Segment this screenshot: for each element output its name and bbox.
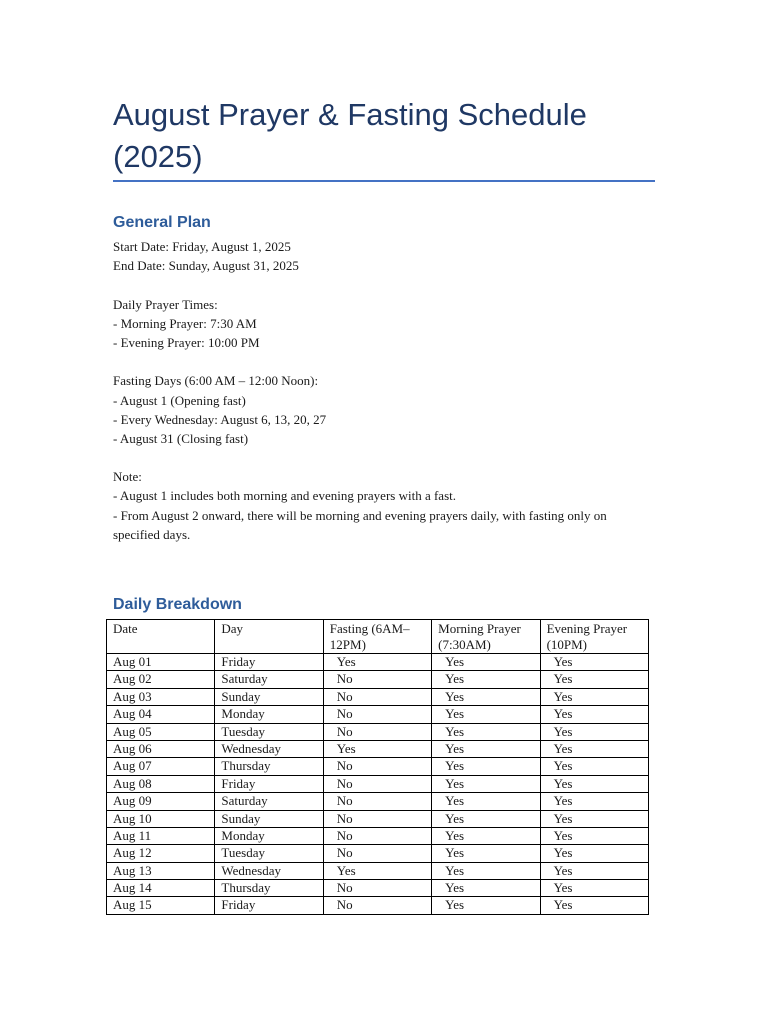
daily-breakdown-table	[106, 619, 649, 915]
note-1: - August 1 includes both morning and evening prayers with a fast.	[113, 488, 456, 504]
table-row	[107, 827, 649, 844]
evening-prayer-cell: Yes	[540, 706, 648, 723]
evening-prayer-cell: Yes	[540, 897, 648, 914]
date-cell: Aug 11	[107, 827, 215, 844]
morning-prayer-cell: Yes	[432, 775, 540, 792]
morning-prayer-cell: Yes	[432, 810, 540, 827]
evening-prayer-cell: Yes	[540, 671, 648, 688]
fasting-cell: No	[323, 880, 431, 897]
morning-prayer-cell: Yes	[432, 827, 540, 844]
column-header-morning-prayer: Morning Prayer (7:30AM)	[432, 620, 540, 654]
table-row	[107, 688, 649, 705]
table-body	[107, 654, 649, 915]
end-date: End Date: Sunday, August 31, 2025	[113, 258, 299, 274]
day-cell: Sunday	[215, 688, 323, 705]
date-cell: Aug 09	[107, 793, 215, 810]
date-cell: Aug 04	[107, 706, 215, 723]
table-row	[107, 654, 649, 671]
table-row	[107, 862, 649, 879]
table-row	[107, 810, 649, 827]
evening-prayer-cell: Yes	[540, 880, 648, 897]
fasting-cell: No	[323, 758, 431, 775]
fasting-cell: No	[323, 793, 431, 810]
morning-prayer-cell: Yes	[432, 740, 540, 757]
day-cell: Wednesday	[215, 740, 323, 757]
table-row	[107, 897, 649, 914]
table-row	[107, 775, 649, 792]
day-cell: Tuesday	[215, 845, 323, 862]
table-row	[107, 740, 649, 757]
day-cell: Friday	[215, 654, 323, 671]
date-cell: Aug 12	[107, 845, 215, 862]
note-heading: Note:	[113, 469, 142, 485]
date-cell: Aug 08	[107, 775, 215, 792]
fasting-day-3: - August 31 (Closing fast)	[113, 430, 249, 446]
morning-prayer-cell: Yes	[432, 688, 540, 705]
date-cell: Aug 06	[107, 740, 215, 757]
daily-prayer-heading: Daily Prayer Times:	[113, 296, 218, 312]
evening-prayer-cell: Yes	[540, 654, 648, 671]
morning-prayer-cell: Yes	[432, 723, 540, 740]
table-row	[107, 723, 649, 740]
day-cell: Tuesday	[215, 723, 323, 740]
fasting-cell: Yes	[323, 740, 431, 757]
morning-prayer-cell: Yes	[432, 706, 540, 723]
fasting-days-heading: Fasting Days (6:00 AM – 12:00 Noon):	[113, 373, 319, 389]
day-cell: Thursday	[215, 758, 323, 775]
fasting-cell: No	[323, 723, 431, 740]
table-header-row	[107, 620, 649, 654]
fasting-day-1: - August 1 (Opening fast)	[113, 392, 246, 408]
note-2: - From August 2 onward, there will be morning and evening prayers daily, with fasting only on specified days.	[113, 507, 607, 542]
date-cell: Aug 01	[107, 654, 215, 671]
evening-prayer-cell: Yes	[540, 810, 648, 827]
day-cell: Thursday	[215, 880, 323, 897]
date-cell: Aug 15	[107, 897, 215, 914]
morning-prayer-cell: Yes	[432, 897, 540, 914]
evening-prayer-cell: Yes	[540, 845, 648, 862]
page-title: August Prayer & Fasting Schedule (2025)	[113, 97, 587, 174]
morning-prayer-cell: Yes	[432, 793, 540, 810]
general-plan-body	[113, 237, 655, 544]
day-cell: Friday	[215, 775, 323, 792]
morning-prayer-cell: Yes	[432, 758, 540, 775]
day-cell: Saturday	[215, 671, 323, 688]
date-cell: Aug 03	[107, 688, 215, 705]
table-row	[107, 758, 649, 775]
table-row	[107, 845, 649, 862]
morning-prayer-cell: Yes	[432, 845, 540, 862]
column-header-fasting: Fasting (6AM–12PM)	[323, 620, 431, 654]
evening-prayer-cell: Yes	[540, 775, 648, 792]
day-cell: Monday	[215, 706, 323, 723]
morning-prayer-cell: Yes	[432, 654, 540, 671]
fasting-cell: No	[323, 775, 431, 792]
day-cell: Wednesday	[215, 862, 323, 879]
column-header-day: Day	[215, 620, 323, 654]
column-header-date: Date	[107, 620, 215, 654]
morning-prayer-cell: Yes	[432, 862, 540, 879]
table-row	[107, 706, 649, 723]
fasting-cell: No	[323, 827, 431, 844]
fasting-cell: No	[323, 845, 431, 862]
day-cell: Sunday	[215, 810, 323, 827]
evening-prayer-cell: Yes	[540, 758, 648, 775]
morning-prayer-cell: Yes	[432, 671, 540, 688]
table-row	[107, 880, 649, 897]
evening-prayer-cell: Yes	[540, 688, 648, 705]
evening-prayer-time: - Evening Prayer: 10:00 PM	[113, 334, 260, 350]
table-row	[107, 793, 649, 810]
date-cell: Aug 02	[107, 671, 215, 688]
fasting-cell: Yes	[323, 654, 431, 671]
date-cell: Aug 10	[107, 810, 215, 827]
column-header-evening-prayer: Evening Prayer (10PM)	[540, 620, 648, 654]
date-cell: Aug 07	[107, 758, 215, 775]
table-row	[107, 671, 649, 688]
fasting-cell: No	[323, 671, 431, 688]
morning-prayer-time: - Morning Prayer: 7:30 AM	[113, 315, 257, 331]
date-cell: Aug 05	[107, 723, 215, 740]
date-cell: Aug 14	[107, 880, 215, 897]
fasting-day-2: - Every Wednesday: August 6, 13, 20, 27	[113, 411, 327, 427]
day-cell: Monday	[215, 827, 323, 844]
evening-prayer-cell: Yes	[540, 827, 648, 844]
morning-prayer-cell: Yes	[432, 880, 540, 897]
title-underline	[113, 180, 655, 182]
evening-prayer-cell: Yes	[540, 740, 648, 757]
start-date: Start Date: Friday, August 1, 2025	[113, 239, 291, 254]
fasting-cell: Yes	[323, 862, 431, 879]
day-cell: Friday	[215, 897, 323, 914]
daily-breakdown-heading: Daily Breakdown	[113, 596, 242, 613]
fasting-cell: No	[323, 897, 431, 914]
fasting-cell: No	[323, 706, 431, 723]
fasting-cell: No	[323, 810, 431, 827]
fasting-cell: No	[323, 688, 431, 705]
day-cell: Saturday	[215, 793, 323, 810]
evening-prayer-cell: Yes	[540, 862, 648, 879]
evening-prayer-cell: Yes	[540, 793, 648, 810]
general-plan-heading: General Plan	[113, 214, 211, 231]
evening-prayer-cell: Yes	[540, 723, 648, 740]
date-cell: Aug 13	[107, 862, 215, 879]
